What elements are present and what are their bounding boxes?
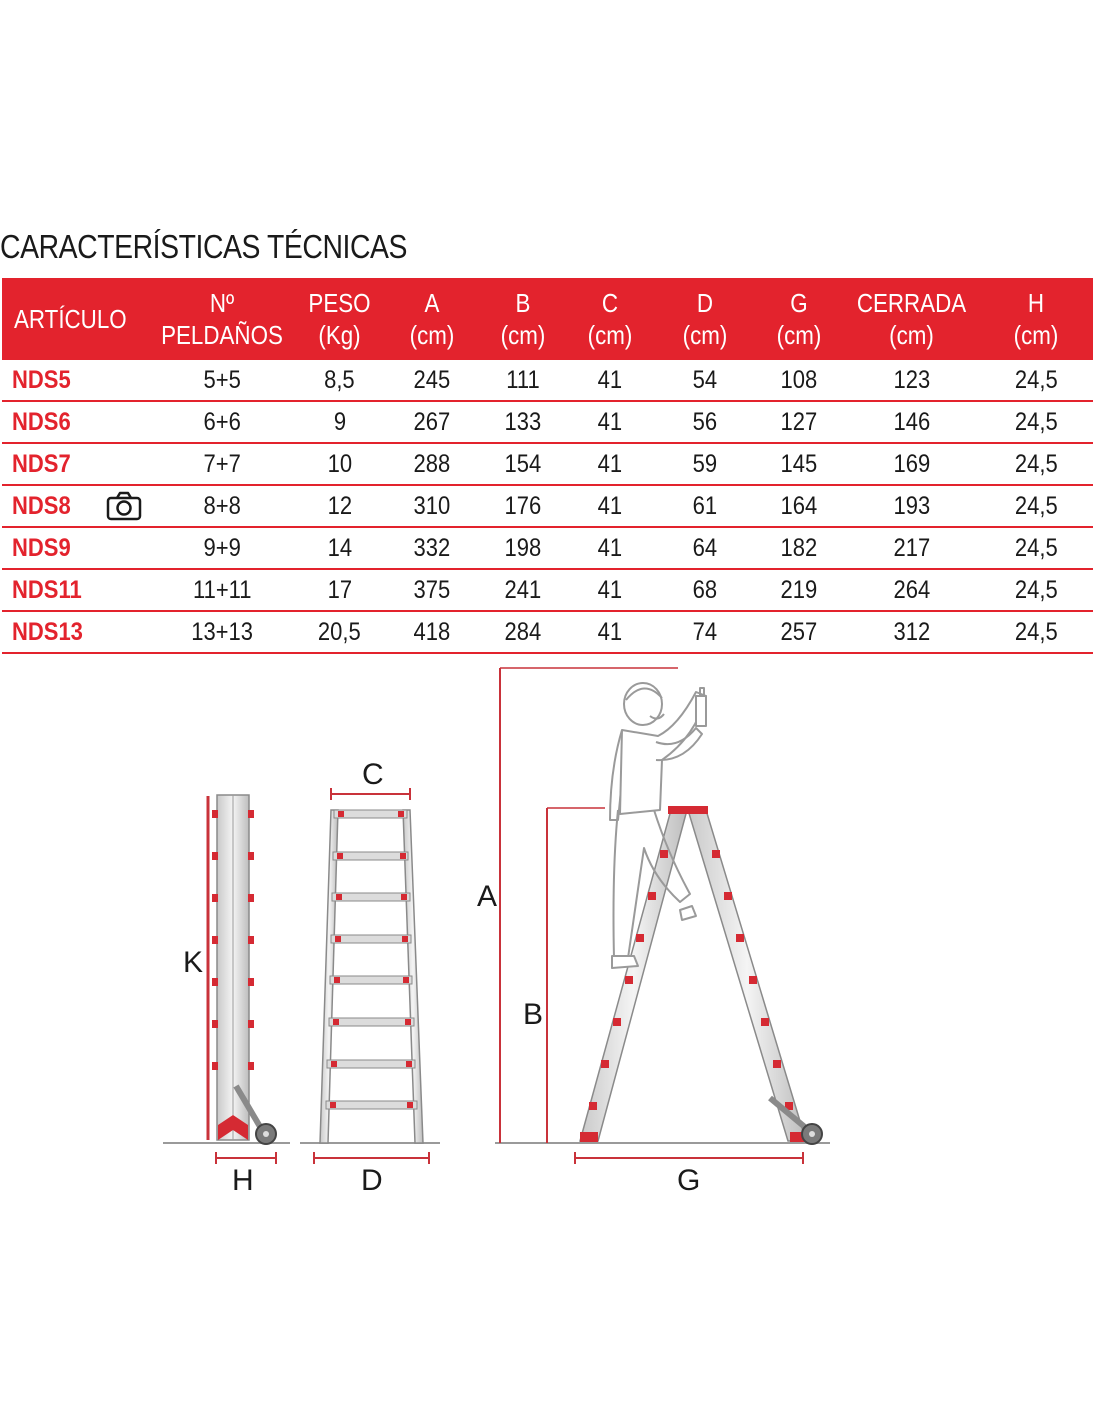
article-code (2, 485, 147, 527)
side-view-ladder (183, 795, 276, 1197)
cell-value: 245 (413, 365, 451, 394)
cell-value: 41 (597, 491, 623, 520)
table-cell (147, 611, 297, 653)
table-cell (147, 527, 297, 569)
article-code-text: NDS13 (12, 617, 83, 646)
article-code-text: NDS6 (12, 407, 71, 436)
front-view-ladder (314, 758, 429, 1197)
cell-value: 375 (413, 575, 451, 604)
table-cell (564, 569, 656, 611)
article-code-text: NDS5 (12, 365, 71, 394)
table-cell (297, 611, 382, 653)
header-line1: PESO (308, 288, 371, 318)
cell-value: 10 (327, 449, 352, 478)
header-line2: (cm) (500, 320, 546, 350)
article-code-text: NDS9 (12, 533, 71, 562)
cell-value: 146 (893, 407, 930, 436)
table-cell (844, 569, 979, 611)
col-header-2 (297, 278, 382, 360)
table-cell (382, 611, 482, 653)
table-cell (382, 569, 482, 611)
header-line1: A (424, 288, 440, 318)
table-cell (147, 485, 297, 527)
spec-table (2, 278, 1093, 654)
table-cell (979, 569, 1093, 611)
cell-value: 123 (893, 365, 930, 394)
cell-value: 41 (597, 449, 623, 478)
table-cell (482, 401, 564, 443)
header-line1: C (601, 288, 619, 318)
table-cell (564, 360, 656, 401)
page-title: CARACTERÍSTICAS TÉCNICAS (0, 228, 408, 265)
header-line2: (cm) (776, 320, 822, 350)
cell-value: 133 (504, 407, 542, 436)
col-header-7 (754, 278, 844, 360)
cell-value: 164 (780, 491, 818, 520)
cell-value: 54 (692, 365, 718, 394)
col-header-4 (482, 278, 564, 360)
cell-value: 154 (504, 449, 542, 478)
cell-value: 8,5 (324, 365, 355, 394)
table-cell (754, 611, 844, 653)
table-row (2, 443, 1093, 485)
cell-value: 24,5 (1014, 575, 1058, 604)
table-cell (297, 485, 382, 527)
article-code (2, 443, 147, 485)
col-header-5 (564, 278, 656, 360)
cell-value: 176 (504, 491, 542, 520)
cell-value: 41 (597, 365, 623, 394)
cell-value: 257 (780, 617, 818, 646)
col-header-9 (979, 278, 1093, 360)
col-header-8 (844, 278, 979, 360)
cell-value: 13+13 (191, 617, 253, 646)
table-cell (482, 569, 564, 611)
table-cell (482, 360, 564, 401)
header-line2: (cm) (409, 320, 455, 350)
cell-value: 217 (893, 533, 930, 562)
cell-value: 169 (893, 449, 930, 478)
article-code-text: NDS7 (12, 449, 71, 478)
table-cell (754, 569, 844, 611)
table-cell (979, 401, 1093, 443)
table-cell (754, 443, 844, 485)
table-cell (297, 401, 382, 443)
cell-value: 312 (893, 617, 930, 646)
table-cell (844, 443, 979, 485)
cell-value: 418 (413, 617, 451, 646)
table-cell (297, 360, 382, 401)
cell-value: 193 (893, 491, 930, 520)
cell-value: 74 (692, 617, 718, 646)
cell-value: 241 (504, 575, 542, 604)
header-line2: (Kg) (318, 320, 361, 350)
table-cell (979, 485, 1093, 527)
table-row (2, 401, 1093, 443)
article-code (2, 527, 147, 569)
table-cell (297, 527, 382, 569)
col-header-3 (382, 278, 482, 360)
cell-value: 24,5 (1014, 449, 1058, 478)
table-cell (844, 485, 979, 527)
cell-value: 9 (333, 407, 346, 436)
cell-value: 108 (780, 365, 818, 394)
cell-value: 7+7 (203, 449, 241, 478)
dim-label-a: A (477, 880, 498, 913)
cell-value: 14 (327, 533, 352, 562)
table-cell (482, 443, 564, 485)
table-cell (979, 527, 1093, 569)
table-cell (656, 485, 754, 527)
cell-value: 332 (413, 533, 451, 562)
table-row (2, 569, 1093, 611)
table-cell (754, 527, 844, 569)
cell-value: 20,5 (318, 617, 361, 646)
header-line1: Nº (209, 288, 235, 318)
table-cell (564, 611, 656, 653)
dim-label-c: C (362, 758, 384, 791)
cell-value: 59 (692, 449, 718, 478)
table-cell (382, 485, 482, 527)
table-cell (564, 401, 656, 443)
cell-value: 145 (780, 449, 818, 478)
col-header-6 (656, 278, 754, 360)
table-cell (656, 611, 754, 653)
cell-value: 64 (692, 533, 718, 562)
article-code (2, 360, 147, 401)
article-code-text: NDS8 (12, 491, 71, 520)
table-cell (382, 527, 482, 569)
cell-value: 288 (413, 449, 451, 478)
table-cell (564, 443, 656, 485)
header-line1: H (1027, 288, 1045, 318)
table-cell (564, 485, 656, 527)
table-cell (754, 401, 844, 443)
cell-value: 219 (780, 575, 818, 604)
table-cell (844, 401, 979, 443)
header-line2: (cm) (889, 320, 934, 350)
cell-value: 12 (327, 491, 352, 520)
cell-value: 6+6 (203, 407, 241, 436)
col-header-articulo (2, 278, 147, 360)
table-cell (844, 527, 979, 569)
dim-label-k: K (183, 946, 204, 979)
table-row (2, 360, 1093, 401)
table-cell (979, 443, 1093, 485)
cell-value: 5+5 (203, 365, 241, 394)
table-cell (382, 360, 482, 401)
cell-value: 61 (692, 491, 718, 520)
table-cell (564, 527, 656, 569)
table-cell (382, 401, 482, 443)
cell-value: 11+11 (192, 575, 252, 604)
cell-value: 41 (597, 407, 623, 436)
cell-value: 198 (504, 533, 542, 562)
table-cell (979, 360, 1093, 401)
dim-label-g: G (677, 1164, 701, 1197)
cell-value: 127 (780, 407, 818, 436)
table-cell (656, 443, 754, 485)
table-cell (382, 443, 482, 485)
open-view-ladder (477, 668, 822, 1197)
table-cell (656, 401, 754, 443)
cell-value: 41 (597, 575, 623, 604)
cell-value: 24,5 (1014, 491, 1058, 520)
table-cell (656, 569, 754, 611)
table-row (2, 527, 1093, 569)
spec-table-body (2, 360, 1093, 653)
header-line2: PELDAÑOS (161, 320, 283, 350)
table-cell (844, 360, 979, 401)
table-cell (297, 569, 382, 611)
table-cell (147, 360, 297, 401)
table-cell (147, 569, 297, 611)
table-cell (656, 360, 754, 401)
table-cell (147, 443, 297, 485)
cell-value: 182 (780, 533, 818, 562)
table-cell (844, 611, 979, 653)
header-line2: (cm) (587, 320, 633, 350)
cell-value: 310 (413, 491, 451, 520)
camera-icon[interactable] (106, 490, 142, 522)
table-cell (754, 485, 844, 527)
cell-value: 41 (597, 533, 623, 562)
table-cell (656, 527, 754, 569)
spec-table-header (2, 278, 1093, 360)
cell-value: 17 (327, 575, 352, 604)
header-line1: G (790, 288, 808, 318)
dim-label-b: B (523, 998, 544, 1031)
article-code-text: NDS11 (12, 575, 82, 604)
table-cell (482, 527, 564, 569)
header-line1: B (515, 288, 531, 318)
cell-value: 56 (692, 407, 718, 436)
header-line1: D (696, 288, 714, 318)
cell-value: 68 (692, 575, 718, 604)
cell-value: 267 (413, 407, 451, 436)
cell-value: 24,5 (1014, 407, 1058, 436)
article-code (2, 569, 147, 611)
table-cell (297, 443, 382, 485)
cell-value: 284 (504, 617, 542, 646)
cell-value: 41 (597, 617, 623, 646)
person-illustration (610, 683, 706, 968)
cell-value: 24,5 (1014, 617, 1058, 646)
table-cell (147, 401, 297, 443)
cell-value: 24,5 (1014, 533, 1058, 562)
header-line1: ARTÍCULO (14, 304, 127, 334)
article-code (2, 611, 147, 653)
dim-label-d: D (361, 1164, 383, 1197)
cell-value: 264 (893, 575, 930, 604)
table-cell (979, 611, 1093, 653)
cell-value: 8+8 (203, 491, 241, 520)
dim-label-h: H (232, 1164, 254, 1197)
table-row (2, 611, 1093, 653)
table-cell (482, 485, 564, 527)
cell-value: 24,5 (1014, 365, 1058, 394)
cell-value: 9+9 (203, 533, 241, 562)
header-line2: (cm) (1013, 320, 1059, 350)
header-line2: (cm) (682, 320, 728, 350)
cell-value: 111 (506, 365, 540, 394)
table-row (2, 485, 1093, 527)
header-line1: CERRADA (856, 288, 967, 318)
table-cell (482, 611, 564, 653)
ladder-diagram (0, 660, 1100, 1220)
col-header-1 (147, 278, 297, 360)
table-cell (754, 360, 844, 401)
article-code (2, 401, 147, 443)
